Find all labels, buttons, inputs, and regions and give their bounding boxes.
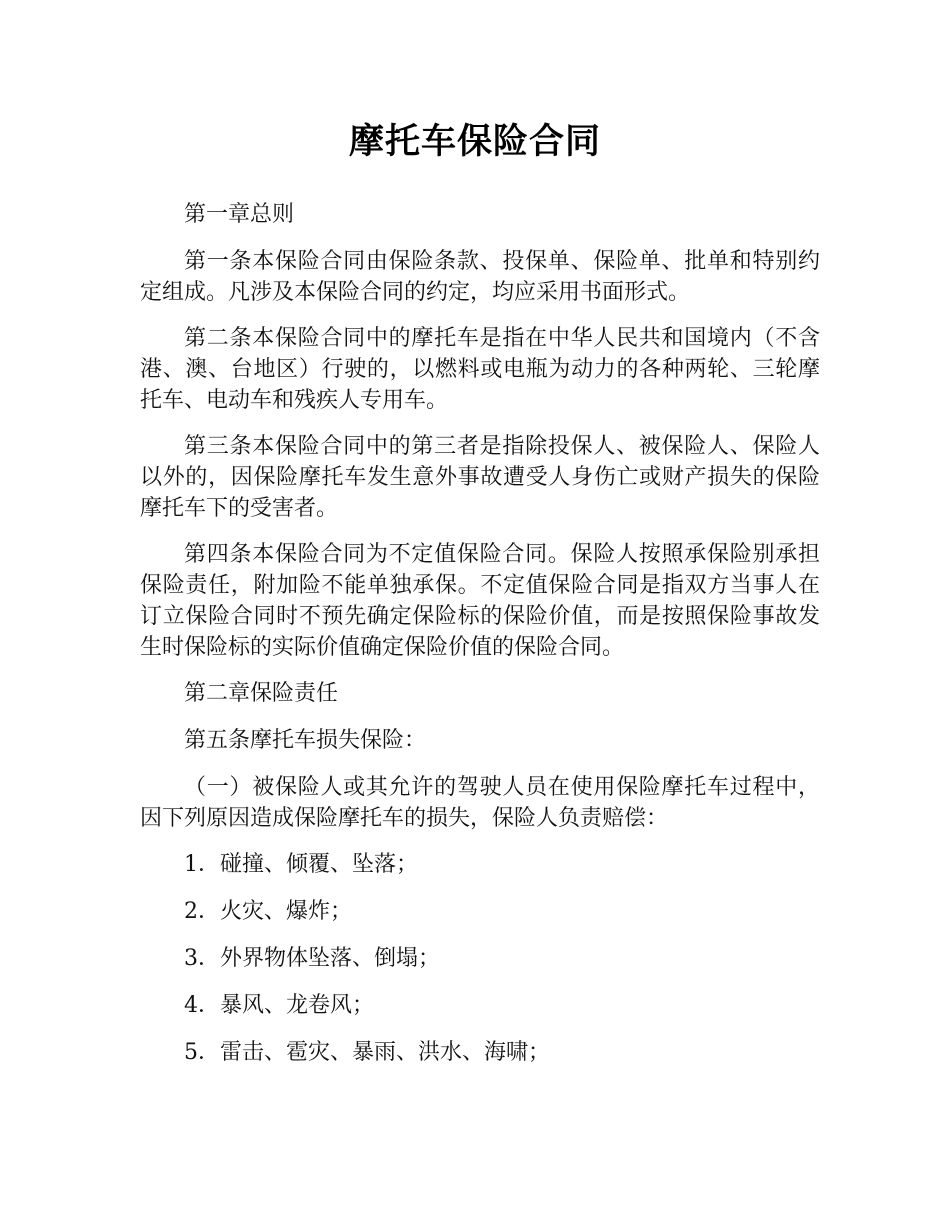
list-item: 5．雷击、雹灾、暴雨、洪水、海啸； [184, 1040, 550, 1065]
clause-paragraph: （一）被保险人或其允许的驾驶人员在使用保险摩托车过程中，因下列原因造成保险摩托车的损失，保险人负责赔偿： [140, 775, 820, 831]
list-item: 1．碰撞、倾覆、坠落； [184, 852, 418, 877]
list-item: 2．火灾、爆炸； [184, 899, 352, 924]
list-item: 4．暴风、龙卷风； [184, 993, 374, 1018]
document-title: 摩托车保险合同 [348, 122, 601, 162]
chapter-heading: 第一章总则 [184, 202, 295, 227]
document-body [140, 199, 820, 1084]
chapter-heading: 第二章保险责任 [184, 681, 339, 706]
list-item: 3．外界物体坠落、倒塌； [184, 946, 440, 971]
article-paragraph: 第五条摩托车损失保险： [184, 728, 427, 753]
article-paragraph: 第三条本保险合同中的第三者是指除投保人、被保险人、保险人以外的，因保险摩托车发生意外事故遭受人身伤亡或财产损失的保险摩托车下的受害者。 [140, 434, 820, 521]
article-paragraph: 第二条本保险合同中的摩托车是指在中华人民共和国境内（不含港、澳、台地区）行驶的，以燃料或电瓶为动力的各种两轮、三轮摩托车、电动车和残疾人专用车。 [140, 326, 820, 413]
article-paragraph: 第四条本保险合同为不定值保险合同。保险人按照承保险别承担保险责任，附加险不能单独承保。不定值保险合同是指双方当事人在订立保险合同时不预先确定保险标的保险价值，而是按照保险事故发生时保险标的实际价值确定保险价值的保险合同。 [140, 542, 820, 660]
article-paragraph: 第一条本保险合同由保险条款、投保单、保险单、批单和特别约定组成。凡涉及本保险合同的约定，均应采用书面形式。 [140, 249, 820, 305]
